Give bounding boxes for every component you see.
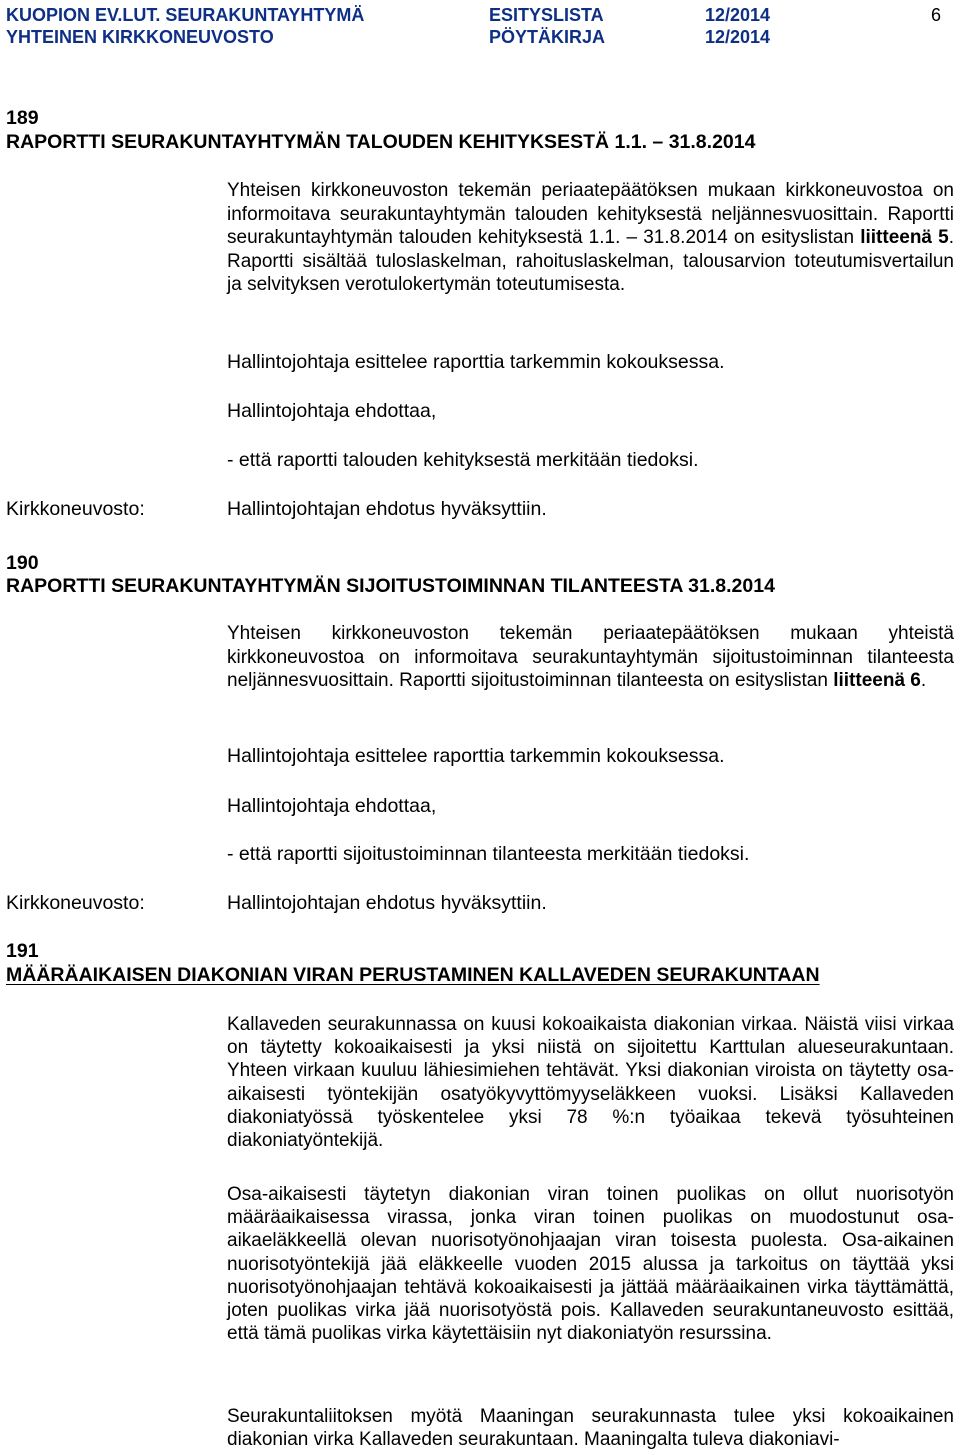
body-text: . Raportti sisältää tuloslaskelman, rahoituslaskelman, talousarvion toteutumisvertailun ja selvityksen verotulokertymän toteutumisesta. <box>227 227 954 296</box>
decision-label: Kirkkoneuvosto: <box>6 498 145 520</box>
attachment-reference: liitteenä 5 <box>860 227 949 249</box>
header-number-1: 12/2014 <box>705 5 771 25</box>
header-doc-type-2: PÖYTÄKIRJA <box>489 27 606 47</box>
section-number: 191 <box>6 940 39 962</box>
header-number-2: 12/2014 <box>705 27 771 47</box>
section-body <box>227 179 954 297</box>
page-number: 6 <box>931 5 942 25</box>
body-text: Yhteisen kirkkoneuvoston tekemän periaatepäätöksen mukaan kirkkoneuvostoa on informoitava seurakuntayhtymän talouden kehityksestä neljännesvuosittain. Raportti seurakuntayhtymän talouden kehityksestä 1.1. – 31.8.2014 on esityslistan <box>227 180 954 249</box>
paragraph: Kallaveden seurakunnassa on kuusi kokoaikaista diakonian virkaa. Näistä viisi virkaa on täytetty kokoaikaisesti ja yksi niistä on sijoitettu Karttulan alueseurakuntaan. Yhteen virkaan kuuluu lähiesimiehen tehtävät. Yksi diakonian viroista on täytetty osa-aikaisesti työntekijän osatyökyvyttömyyseläkkeen vuoksi. Lisäksi Kallaveden diakoniatyössä työskentelee yksi 78 %:n työaikaa tekevä työsuhteinen diakoniatyöntekijä. <box>227 1014 954 1152</box>
proposal-item: - että raportti sijoitustoiminnan tilanteesta merkitään tiedoksi. <box>227 843 750 865</box>
section-body <box>227 622 954 693</box>
header-org-line1: KUOPION EV.LUT. SEURAKUNTAYHTYMÄ <box>6 5 365 25</box>
header-org-line2: YHTEINEN KIRKKONEUVOSTO <box>6 27 274 47</box>
proposal-item: - että raportti talouden kehityksestä merkitään tiedoksi. <box>227 449 699 471</box>
section-number: 189 <box>6 107 39 129</box>
section-title: RAPORTTI SEURAKUNTAYHTYMÄN TALOUDEN KEHITYKSESTÄ 1.1. – 31.8.2014 <box>6 131 756 153</box>
header-doc-type-1: ESITYSLISTA <box>489 5 604 25</box>
proposal-intro: Hallintojohtaja ehdottaa, <box>227 400 437 422</box>
section-number: 190 <box>6 552 39 574</box>
attachment-reference: liitteenä 6 <box>833 670 921 692</box>
decision-text: Hallintojohtajan ehdotus hyväksyttiin. <box>227 892 547 914</box>
section-title: RAPORTTI SEURAKUNTAYHTYMÄN SIJOITUSTOIMINNAN TILANTEESTA 31.8.2014 <box>6 575 775 597</box>
decision-text: Hallintojohtajan ehdotus hyväksyttiin. <box>227 498 547 520</box>
body-text: Yhteisen kirkkoneuvoston tekemän periaatepäätöksen mukaan yhteistä kirkkoneuvostoa on informoitava seurakuntayhtymän sijoitustoiminnan tilanteesta neljännesvuosittain. Raportti sijoitustoiminnan tilanteesta on esityslistan <box>227 623 954 692</box>
body-text: . <box>920 670 927 692</box>
paragraph: Osa-aikaisesti täytetyn diakonian viran toinen puolikas on ollut nuorisotyön määräaikaisessa virassa, jonka viran toinen puolikas on muodostunut osa-aikaeläkkeellä olevan nuorisotyönohjaajan viran toisesta puolesta. Osa-aikainen nuorisotyöntekijä jää eläkkeelle vuoden 2015 alussa ja tarkoitus on täyttää yksi nuorisotyönohjaajan tehtävä kokoaikaisesti ja jättää määräaikainen virka täyttämättä, joten puolikas virka jää nuorisotyöstä pois. Kallaveden seurakuntaneuvosto esittää, että tämä puolikas virka käytettäisiin nyt diakoniatyön resurssina. <box>227 1184 954 1345</box>
section-title: MÄÄRÄAIKAISEN DIAKONIAN VIRAN PERUSTAMINEN KALLAVEDEN SEURAKUNTAAN <box>6 964 820 986</box>
presentation-text: Hallintojohtaja esittelee raporttia tarkemmin kokouksessa. <box>227 351 725 373</box>
proposal-intro: Hallintojohtaja ehdottaa, <box>227 795 437 817</box>
decision-label: Kirkkoneuvosto: <box>6 892 145 914</box>
paragraph: Seurakuntaliitoksen myötä Maaningan seurakunnasta tulee yksi kokoaikainen diakonian virka Kallaveden seurakuntaan. Maaningalta tuleva diakoniavi- <box>227 1406 954 1451</box>
presentation-text: Hallintojohtaja esittelee raporttia tarkemmin kokouksessa. <box>227 745 725 767</box>
